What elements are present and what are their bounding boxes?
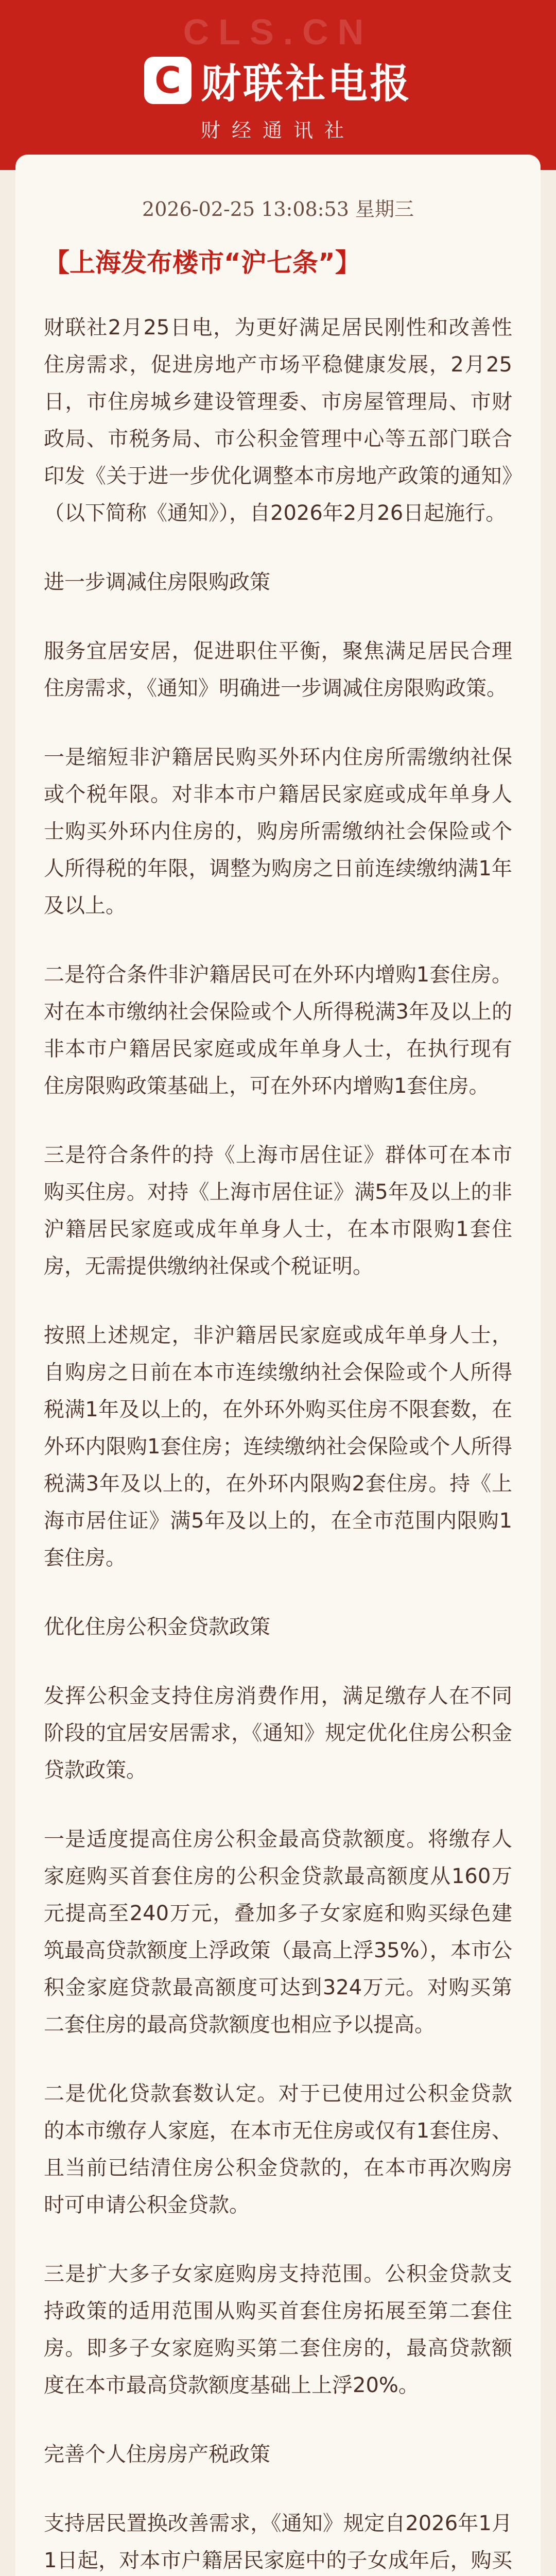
article-paragraph: 财联社2月25日电，为更好满足居民刚性和改善性住房需求，促进房地产市场平稳健康发展，2月25日，市住房城乡建设管理委、市房屋管理局、市财政局、市税务局、市公积金管理中心等五部门联合印发《关于进一步优化调整本市房地产政策的通知》（以下简称《通知》），自2026年2月26日起施行。 xyxy=(44,316,512,525)
article-dateline: 2026-02-25 13:08:53 星期三 xyxy=(142,198,414,221)
article-paragraph: 支持居民置换改善需求，《通知》规定自2026年1月1日起，对本市户籍居民家庭中的子女成年后，购买 xyxy=(44,2512,512,2572)
article-body xyxy=(44,309,512,2576)
brand-logo xyxy=(0,52,556,109)
header-watermark: CLS.CN xyxy=(183,12,373,52)
brand-logo-icon: C xyxy=(144,57,192,104)
article-paragraph: 三是符合条件的持《上海市居住证》群体可在本市购买住房。对持《上海市居住证》满5年及以上的非沪籍居民家庭或成年单身人士，在本市限购1套住房，无需提供缴纳社保或个税证明。 xyxy=(44,1143,512,1278)
brand-tagline: 财经通讯社 xyxy=(200,119,355,142)
brand-name: 财联社电报 xyxy=(200,61,412,107)
section-heading: 进一步调减住房限购政策 xyxy=(44,570,270,594)
article-paragraph: 一是缩短非沪籍居民购买外环内住房所需缴纳社保或个税年限。对非本市户籍居民家庭或成年单身人士购买外环内住房的，购房所需缴纳社会保险或个人所得税的年限，调整为购房之日前连续缴纳满1年及以上。 xyxy=(44,745,512,918)
article-title: 【上海发布楼市“沪七条”】 xyxy=(44,248,361,278)
article-paragraph: 二是优化贷款套数认定。对于已使用过公积金贷款的本市缴存人家庭，在本市无住房或仅有1套住房、且当前已结清住房公积金贷款的，在本市再次购房时可申请公积金贷款。 xyxy=(44,2082,512,2217)
article-paragraph: 一是适度提高住房公积金最高贷款额度。将缴存人家庭购买首套住房的公积金贷款最高额度从160万元提高至240万元，叠加多子女家庭和购买绿色建筑最高贷款额度上浮政策（最高上浮35%），本市公积金家庭贷款最高额度可达到324万元。对购买第二套住房的最高贷款额度也相应予以提高。 xyxy=(44,1827,512,2037)
article-card xyxy=(15,155,541,2576)
article-paragraph: 二是符合条件非沪籍居民可在外环内增购1套住房。对在本市缴纳社会保险或个人所得税满3年及以上的非本市户籍居民家庭或成年单身人士，在执行现有住房限购政策基础上，可在外环内增购1套住房。 xyxy=(44,963,512,1098)
article-paragraph: 发挥公积金支持住房消费作用，满足缴存人在不同阶段的宜居安居需求，《通知》规定优化住房公积金贷款政策。 xyxy=(44,1684,512,1782)
article-paragraph: 三是扩大多子女家庭购房支持范围。公积金贷款支持政策的适用范围从购买首套住房拓展至第二套住房。即多子女家庭购买第二套住房的，最高贷款额度在本市最高贷款额度基础上上浮20%。 xyxy=(44,2262,512,2397)
section-heading: 优化住房公积金贷款政策 xyxy=(44,1615,270,1639)
header-banner xyxy=(0,0,556,170)
article-paragraph: 服务宜居安居，促进职住平衡，聚焦满足居民合理住房需求，《通知》明确进一步调减住房限购政策。 xyxy=(44,639,512,700)
article-paragraph: 按照上述规定，非沪籍居民家庭或成年单身人士，自购房之日前在本市连续缴纳社会保险或个人所得税满1年及以上的，在外环外购买住房不限套数，在外环内限购1套住房；连续缴纳社会保险或个人所得税满3年及以上的，在外环内限购2套住房。持《上海市居住证》满5年及以上的，在全市范围内限购1套住房。 xyxy=(44,1324,512,1570)
section-heading: 完善个人住房房产税政策 xyxy=(44,2443,270,2466)
